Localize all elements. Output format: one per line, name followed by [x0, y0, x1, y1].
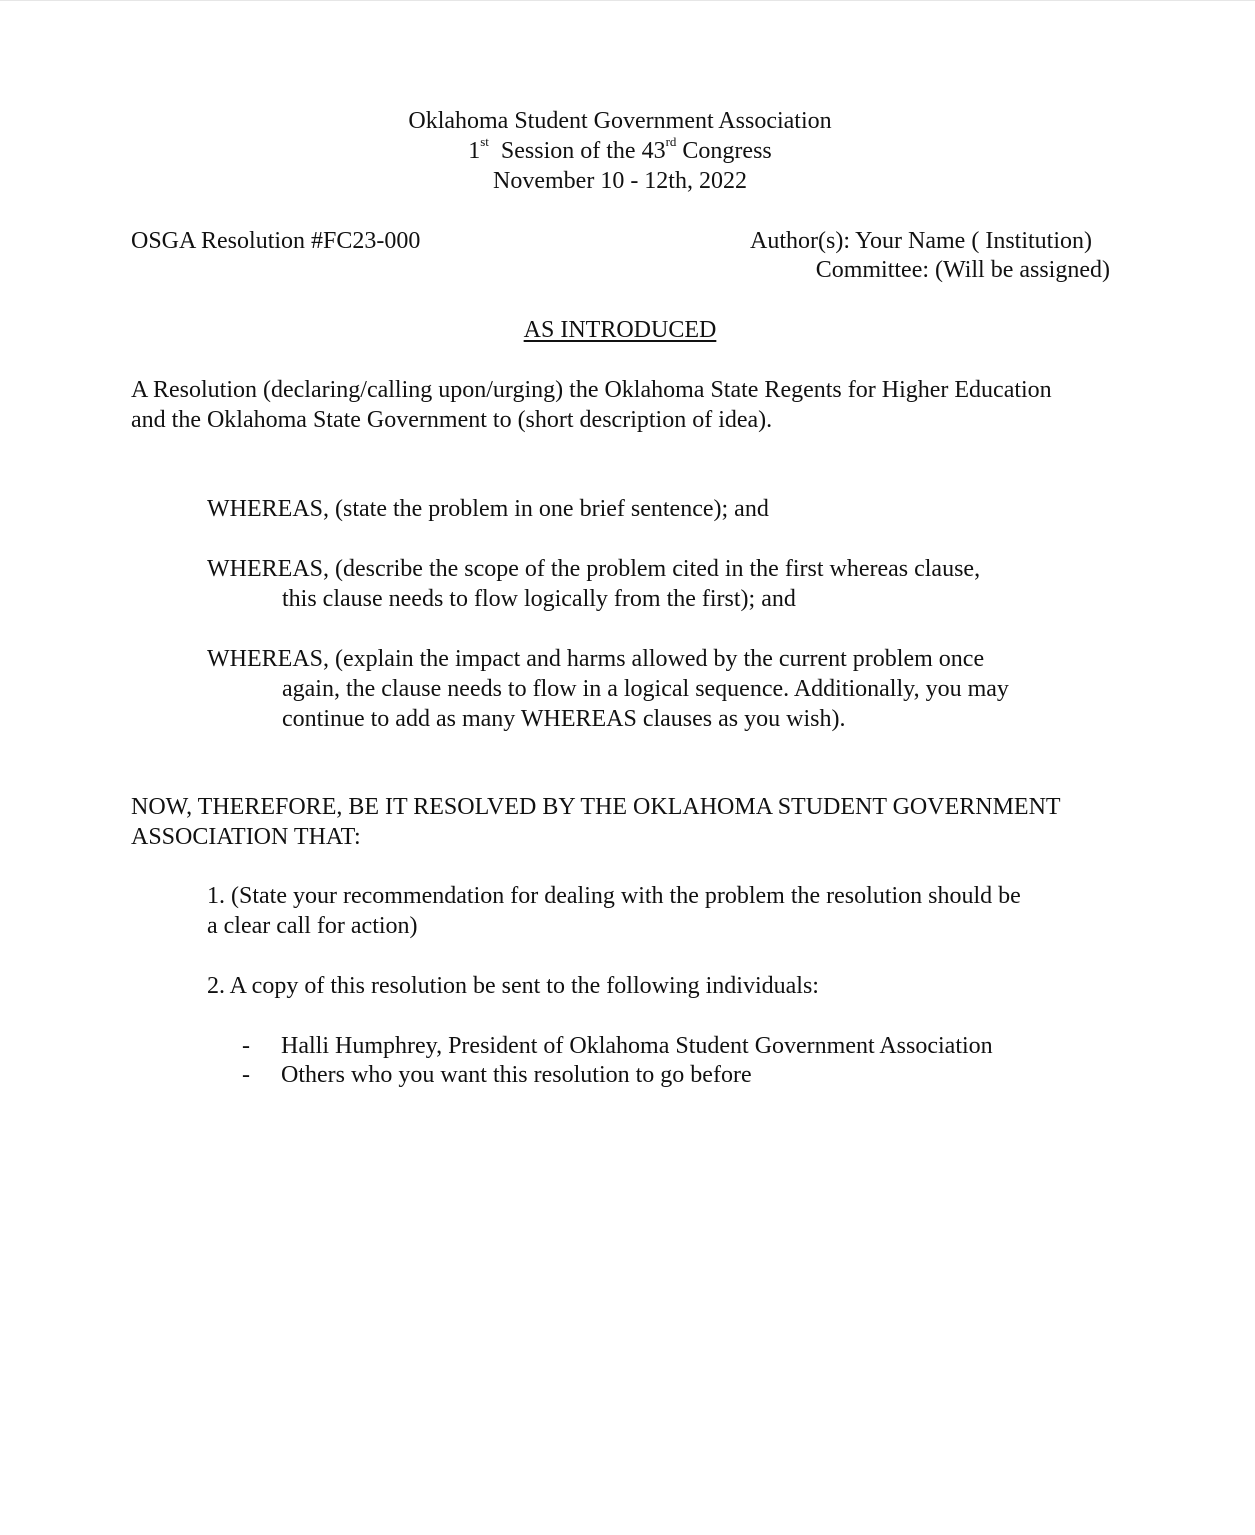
session-ordinal: 1 — [468, 138, 481, 164]
summary-line: and the Oklahoma State Government to (short description of idea). — [131, 407, 773, 433]
whereas-clause-2 — [207, 554, 980, 614]
resolved-clause — [131, 792, 1061, 852]
resolution-number: OSGA Resolution #FC23-000 — [131, 228, 421, 254]
list-item — [242, 1060, 993, 1089]
whereas-continuation: this clause needs to flow logically from the first); and — [282, 586, 796, 612]
session-end-text: Congress — [682, 138, 772, 164]
recipient-text: Others who you want this resolution to go before — [281, 1062, 752, 1088]
whereas-continuation: again, the clause needs to flow in a logical sequence. Additionally, you may — [282, 676, 1009, 702]
item-line: 1. (State your recommendation for dealing with the problem the resolution should be — [207, 883, 1021, 909]
status-text: AS INTRODUCED — [523, 317, 717, 343]
whereas-continuation: continue to add as many WHEREAS clauses as you wish). — [282, 706, 846, 732]
organization-name: Oklahoma Student Government Association — [408, 108, 832, 134]
summary-line: A Resolution (declaring/calling upon/urging) the Oklahoma State Regents for Higher Education — [131, 377, 1052, 403]
congress-ordinal-suffix: rd — [665, 134, 677, 149]
document-header — [0, 106, 1240, 196]
whereas-line: WHEREAS, (explain the impact and harms allowed by the current problem once — [207, 646, 985, 672]
item-line: a clear call for action) — [207, 913, 418, 939]
whereas-clause-1 — [207, 494, 769, 524]
status-heading — [0, 315, 1240, 345]
authors-line: Author(s): Your Name ( Institution) — [750, 228, 1092, 254]
session-dates: November 10 - 12th, 2022 — [493, 168, 747, 194]
resolution-item-2 — [207, 971, 819, 1001]
committee-line: Committee: (Will be assigned) — [815, 257, 1110, 283]
list-item — [242, 1031, 993, 1060]
whereas-line: WHEREAS, (state the problem in one brief sentence); and — [207, 496, 769, 522]
whereas-line: WHEREAS, (describe the scope of the problem cited in the first whereas clause, — [207, 556, 981, 582]
resolution-item-1 — [207, 881, 1021, 941]
item-line: 2. A copy of this resolution be sent to the following individuals: — [207, 973, 819, 999]
bullet-dash: - — [242, 1062, 250, 1088]
resolved-line: ASSOCIATION THAT: — [131, 824, 361, 850]
recipient-text: Halli Humphrey, President of Oklahoma Student Government Association — [281, 1033, 993, 1059]
session-ordinal-suffix: st — [480, 134, 489, 149]
resolution-summary — [131, 375, 1131, 435]
resolved-line: NOW, THEREFORE, BE IT RESOLVED BY THE OKLAHOMA STUDENT GOVERNMENT — [131, 794, 1061, 820]
recipient-list — [242, 1031, 993, 1089]
session-line — [0, 136, 1240, 166]
page-top-border — [0, 0, 1255, 1]
session-mid-text: Session of the 43 — [500, 138, 666, 164]
bullet-dash: - — [242, 1033, 250, 1059]
whereas-clause-3 — [207, 644, 1009, 734]
